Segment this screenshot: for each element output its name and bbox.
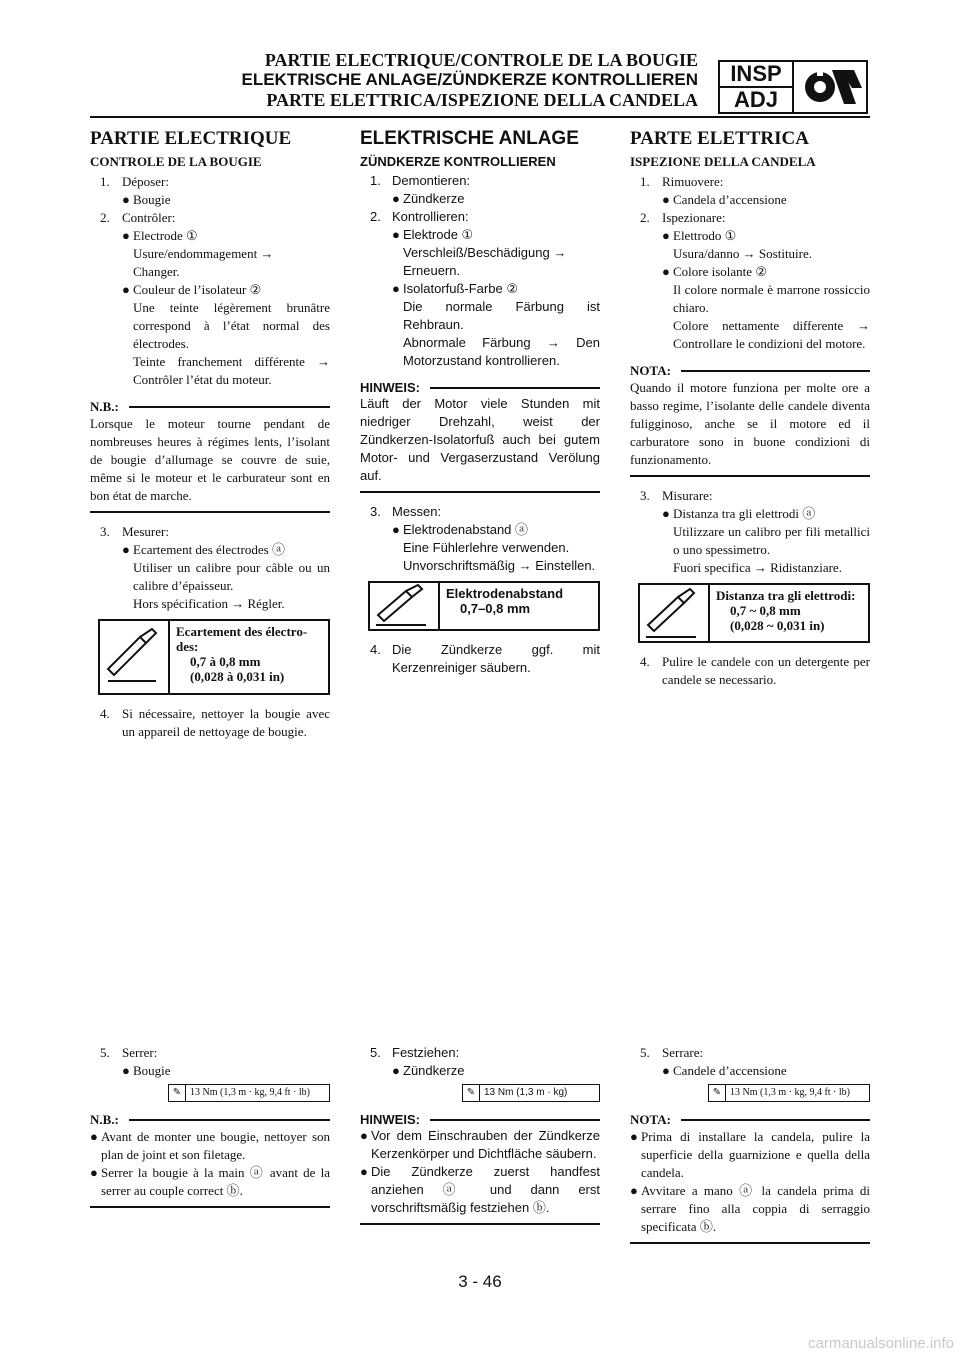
bullet-text: Die Zündkerze zuerst handfest anziehen ⓐ und dann erst vorschriftsmäßig festziehen ⓑ. [371,1164,600,1215]
spec-label: Distanza tra gli elettrodi: [716,588,856,603]
bullet-icon: ● [122,192,130,207]
header-title-fr: PARTIE ELECTRIQUE/CONTROLE DE LA BOUGIE [264,50,698,70]
note-end-rule [360,491,600,493]
step-2 [90,209,330,227]
bullet-detail: Usure/endommagement → [133,246,274,261]
header-title-it: PARTE ELETTRICA/ISPEZIONE DELLA CANDELA [266,90,698,110]
step-text: Die Zündkerze ggf. mit Kerzenreiniger säubern. [392,642,600,675]
bullet-item [630,1062,870,1080]
spec-text [710,585,861,641]
note-end-rule [90,1206,330,1208]
bullet-item [630,227,870,245]
note-text: Lorsque le moteur tourne pendant de nombreuses heures à régimes lents, l’isolant de bougie d’allumage se couvre de suie, même si le moteur et le carburateur sont en bon état de marche. [90,416,330,503]
step-text: Contrôler: [122,210,176,225]
bullet-icon: ● [122,228,130,243]
spec-value: 0,7–0,8 mm [460,601,531,616]
note-rule [129,1119,330,1121]
bullet-detail: Il colore normale è marrone rossiccio chiaro. [673,282,870,315]
note-bullet [630,1128,870,1182]
bullet-item [630,505,870,523]
bullet-icon: ● [122,1063,130,1078]
bullet-detail: Fuori specifica → Ridistanziare. [673,560,842,575]
column-german [360,128,600,677]
header-rule [90,116,870,118]
spec-gauge-icon-box [370,583,440,629]
bullet-detail: Une teinte légèrement brunâtre correspond à l’état normal des électrodes. [133,300,330,351]
spec-label: Elektrodenabstand [446,586,564,601]
bullet-detail: Teinte franchement différente → Contrôler l’état du moteur. [133,354,330,387]
subsection-title: CONTROLE DE LA BOUGIE [90,154,262,169]
bullet-detail: Die normale Färbung ist Rehbraun. [403,299,600,332]
spec-gauge-icon-box [640,585,710,641]
step-number: 2. [370,209,381,224]
bullet-text: Vor dem Einschrauben der Zündkerze Kerzenkörper und Dichtfläche säubern. [371,1128,600,1161]
bullet-detail: Abnormale Färbung → Den Motorzustand kontrollieren. [403,335,600,368]
step-number: 3. [640,488,650,503]
step-1 [630,173,870,191]
note-label: N.B.: [90,399,119,414]
bullet-text: Serrer la bougie à la main ⓐ avant de la serrer au couple correct ⓑ. [101,1165,330,1198]
torque-spec [462,1084,600,1102]
bullet-item [360,521,600,539]
subsection-title: ISPEZIONE DELLA CANDELA [630,154,816,169]
bullet-text: Zündkerze [403,191,465,206]
bullet-icon: ● [90,1165,98,1180]
bullet-text: Colore isolante ② [673,264,767,279]
bullet-text: Avant de monter une bougie, nettoyer son plan de joint et son filetage. [101,1129,330,1162]
bullet-detail: Hors spécification → Régler. [133,596,285,611]
note-header [360,380,600,395]
spec-box [638,583,870,643]
note-end-rule [630,1242,870,1244]
bullet-text: Elektrodenabstand ⓐ [403,522,529,537]
bullet-text: Zündkerze [403,1063,465,1078]
step-text: Déposer: [122,174,169,189]
step-3 [630,487,870,505]
note-header [360,1112,600,1127]
step-number: 1. [370,173,381,188]
step-5 [630,1044,870,1062]
spec-text [440,583,569,629]
step-1 [90,173,330,191]
step-3 [360,503,600,521]
bullet-text: Electrode ① [133,228,198,243]
bullet-item [90,191,330,209]
note-bullet [90,1164,330,1200]
subsection-title: ZÜNDKERZE KONTROLLIEREN [360,154,556,169]
wrench-tool-icon [796,64,866,110]
bullet-item [360,190,600,208]
badge-text [720,62,794,112]
step-text: Demontieren: [392,173,471,188]
note-label: HINWEIS: [360,380,420,395]
bullet-text: Elettrodo ① [673,228,737,243]
note-label: HINWEIS: [360,1112,420,1127]
bullet-text: Distanza tra gli elettrodi ⓐ [673,506,816,521]
step-2 [630,209,870,227]
note-bullet [630,1182,870,1236]
bullet-detail: Utiliser un calibre pour câble ou un calibre d’épaisseur. [133,560,330,593]
note-end-rule [630,475,870,477]
note-label: N.B.: [90,1112,119,1127]
step-number: 3. [100,524,110,539]
spec-label: des: [176,639,199,654]
column-italian [630,128,870,689]
step-3 [90,523,330,541]
bullet-icon: ● [392,281,400,296]
step-number: 5. [640,1045,650,1060]
note-header [90,399,330,415]
torque-wrench-icon: ✎ [709,1085,726,1101]
header-title-de: ELEKTRISCHE ANLAGE/ZÜNDKERZE KONTROLLIEREN [241,70,698,89]
note-rule [129,406,330,408]
step-text: Kontrollieren: [392,209,469,224]
column-french [90,128,330,741]
bullet-text: Candela d’accensione [673,192,787,207]
bullet-icon: ● [662,192,670,207]
bullet-item [90,541,330,559]
torque-wrench-icon: ✎ [463,1085,480,1101]
bullet-icon: ● [360,1128,368,1143]
feeler-gauge-icon [640,585,704,639]
step-4 [90,705,330,741]
feeler-gauge-icon [100,621,164,689]
step-number: 3. [370,504,381,519]
note-rule [430,1119,600,1121]
spec-value: 0,7 ~ 0,8 mm [730,603,801,618]
bullet-detail: Changer. [133,264,180,279]
bullet-item [360,1062,600,1080]
bullet-text: Bougie [133,1063,171,1078]
bullet-detail: Verschleiß/Beschädigung → Erneuern. [403,245,567,278]
page-number: 3 - 46 [458,1272,502,1291]
bullet-detail: Usura/danno → Sostituire. [673,246,813,261]
badge-insp: INSP [720,62,792,88]
bullet-detail: Colore nettamente differente → Controllare le condizioni del motore. [673,318,870,351]
step-number: 1. [640,174,650,189]
bullet-icon: ● [662,506,670,521]
note-end-rule [90,511,330,513]
bullet-item [630,191,870,209]
bullet-icon: ● [662,228,670,243]
bullet-text: Avvitare a mano ⓐ la candela prima di serrare fino alla coppia di serraggio specificata ⓑ. [641,1183,870,1234]
step-text: Messen: [392,504,442,519]
step-number: 2. [100,210,110,225]
bullet-text: Couleur de l’isolateur ② [133,282,262,297]
bullet-text: Isolatorfuß-Farbe ② [403,281,518,296]
step-text: Mesurer: [122,524,169,539]
bullet-icon: ● [662,264,670,279]
bullet-text: Elektrode ① [403,227,474,242]
step-text: Rimuovere: [662,174,724,189]
bullet-item [90,227,330,245]
torque-spec [168,1084,330,1102]
bullet-text: Prima di installare la candela, pulire la superficie della guarnizione e quella della candela. [641,1129,870,1180]
bottom-french [90,1044,330,1218]
bullet-detail: Unvorschriftsmäßig → Einstellen. [403,558,596,573]
step-text: Serrare: [662,1045,704,1060]
note-label: NOTA: [630,363,671,378]
step-text: Misurare: [662,488,713,503]
note-rule [681,370,870,372]
spec-text [170,621,313,693]
bullet-item [360,226,600,244]
spec-value: (0,028 ~ 0,031 in) [730,618,825,633]
note-header [90,1112,330,1128]
step-text: Serrer: [122,1045,158,1060]
bullet-icon: ● [630,1183,638,1198]
note-header [630,363,870,379]
step-text: Si nécessaire, nettoyer la bougie avec un appareil de nettoyage de bougie. [122,706,330,739]
header-titles [242,50,699,110]
note-text: Läuft der Motor viele Stunden mit niedriger Drehzahl, weist der Zündkerzen-Isolatorfuß auch bei gutem Motor- und Vergaserzustand Verölung auf. [360,396,600,483]
step-text: Festziehen: [392,1045,460,1060]
bullet-text: Ecartement des électrodes ⓐ [133,542,285,557]
step-number: 4. [100,706,110,721]
torque-value: 13 Nm (1,3 m · kg) [484,1087,568,1098]
torque-value: 13 Nm (1,3 m · kg, 9,4 ft · lb) [730,1087,850,1098]
bullet-icon: ● [90,1129,98,1144]
section-title: ELEKTRISCHE ANLAGE [360,128,579,149]
step-number: 5. [100,1045,110,1060]
note-bullet [360,1163,600,1217]
step-4 [630,653,870,689]
page-header [90,50,870,120]
bullet-text: Candele d’accensione [673,1063,787,1078]
bullet-detail: Utilizzare un calibro per fili metallici o uno spessimetro. [673,524,870,557]
spec-gauge-icon-box [100,621,170,693]
note-bullet [360,1127,600,1163]
feeler-gauge-icon [370,583,434,627]
bullet-icon: ● [122,542,130,557]
spec-value: 0,7 à 0,8 mm [190,654,261,669]
bullet-item [90,1062,330,1080]
torque-value: 13 Nm (1,3 m · kg, 9,4 ft · lb) [190,1087,310,1098]
bottom-italian [630,1044,870,1254]
note-end-rule [360,1223,600,1225]
badge-adj: ADJ [733,87,778,112]
torque-wrench-icon: ✎ [169,1085,186,1101]
bullet-icon: ● [392,191,400,206]
step-number: 4. [640,654,650,669]
bullet-icon: ● [392,227,400,242]
bullet-icon: ● [122,282,130,297]
spec-box [98,619,330,695]
spec-box [368,581,600,631]
spec-value: (0,028 à 0,031 in) [190,669,285,684]
section-title: PARTE ELETTRICA [630,128,809,149]
torque-spec [708,1084,870,1102]
bottom-german [360,1044,600,1235]
bullet-item [360,280,600,298]
note-rule [681,1119,870,1121]
bullet-detail: Eine Fühlerlehre verwenden. [403,540,570,555]
bullet-text: Bougie [133,192,171,207]
step-text: Pulire le candele con un detergente per candele se necessario. [662,654,870,687]
step-number: 4. [370,642,381,657]
step-2 [360,208,600,226]
bullet-icon: ● [360,1164,368,1179]
step-1 [360,172,600,190]
bullet-item [90,281,330,299]
bullet-icon: ● [392,1063,400,1078]
section-title: PARTIE ELECTRIQUE [90,128,292,149]
step-5 [90,1044,330,1062]
step-5 [360,1044,600,1062]
bullet-item [630,263,870,281]
note-label: NOTA: [630,1112,671,1127]
step-4 [360,641,600,677]
insp-adj-badge [718,60,868,114]
watermark: carmanualsonline.info [808,1335,954,1352]
bullet-icon: ● [630,1129,638,1144]
note-rule [430,387,600,389]
bullet-icon: ● [662,1063,670,1078]
step-text: Ispezionare: [662,210,726,225]
spec-label: Ecartement des électro- [176,624,308,639]
note-bullet [90,1128,330,1164]
step-number: 2. [640,210,650,225]
note-header [630,1112,870,1128]
note-text: Quando il motore funziona per molte ore a basso regime, l’isolante delle candele diventa fuligginoso, anche se il motore ed il carburatore sono in buone condizioni di funzionamento. [630,380,870,467]
step-number: 1. [100,174,110,189]
step-number: 5. [370,1045,381,1060]
bullet-icon: ● [392,522,400,537]
